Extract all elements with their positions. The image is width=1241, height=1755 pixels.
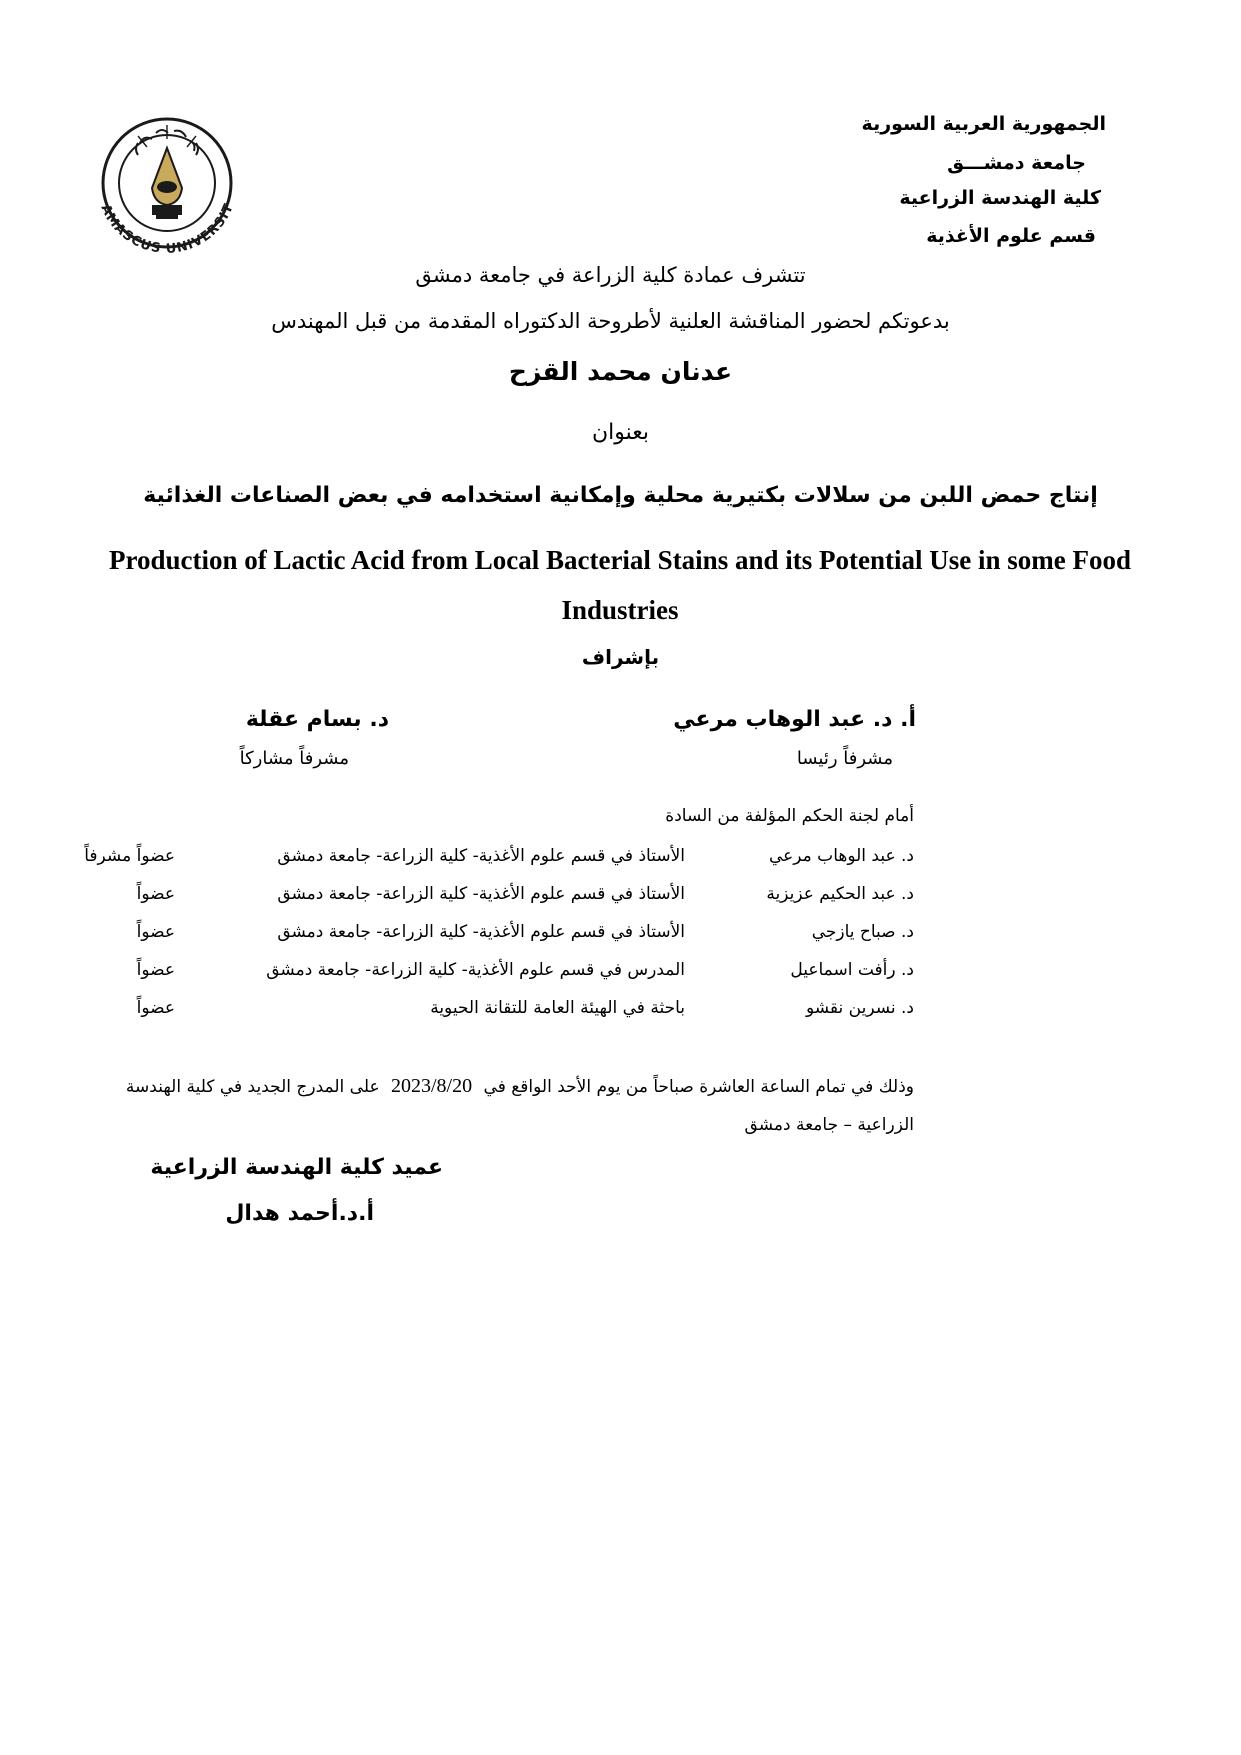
thesis-title-english: Production of Lactic Acid from Local Bacterial Stains and its Potential Use in some Food Industries	[109, 545, 1131, 625]
schedule-line-1	[125, 1075, 914, 1098]
main-supervisor-name: أ. د. عبد الوهاب مرعي	[673, 707, 916, 732]
committee-intro: أمام لجنة الحكم المؤلفة من السادة	[665, 806, 914, 826]
committee-member-3-position: الأستاذ في قسم علوم الأغذية- كلية الزراعة- جامعة دمشق	[277, 922, 685, 942]
main-supervisor-role: مشرفاً رئيسا	[796, 748, 893, 769]
committee-member-5-role: عضواً	[136, 998, 175, 1018]
header-country: الجمهورية العربية السورية	[861, 113, 1106, 135]
committee-member-1-position: الأستاذ في قسم علوم الأغذية- كلية الزراعة- جامعة دمشق	[277, 846, 685, 866]
co-supervisor-name: د. بسام عقلة	[245, 707, 389, 732]
schedule-text-start: وذلك في تمام الساعة العاشرة صباحاً من يوم الأحد الواقع في	[483, 1077, 914, 1097]
committee-member-1-role: عضواً مشرفاً	[84, 846, 175, 866]
dean-name: أ.د.أحمد هدال	[225, 1201, 374, 1226]
university-logo	[82, 103, 252, 273]
svg-text:DAMASCUS UNIVERSITY: AMASCUS UNIVERSIT	[97, 201, 238, 257]
header-faculty: كلية الهندسة الزراعية	[899, 187, 1101, 209]
committee-member-4-position: المدرس في قسم علوم الأغذية- كلية الزراعة- جامعة دمشق	[266, 960, 685, 980]
supervision-label: بإشراف	[581, 645, 660, 669]
committee-member-5-name: د. نسرين نقشو	[805, 998, 914, 1018]
schedule-text-end: على المدرج الجديد في كلية الهندسة	[125, 1077, 380, 1097]
committee-member-2-role: عضواً	[136, 884, 175, 904]
committee-member-2-name: د. عبد الحكيم عزيزية	[766, 884, 914, 904]
candidate-name: عدنان محمد القزح	[508, 357, 733, 386]
invitation-line-1: تتشرف عمادة كلية الزراعة في جامعة دمشق	[415, 263, 806, 287]
header-department: قسم علوم الأغذية	[926, 225, 1096, 247]
header-university: جامعة دمشـــق	[947, 152, 1086, 174]
co-supervisor-role: مشرفاً مشاركاً	[239, 748, 349, 769]
committee-member-3-name: د. صباح يازجي	[811, 922, 914, 942]
dean-title: عميد كلية الهندسة الزراعية	[150, 1155, 443, 1180]
committee-member-1-name: د. عبد الوهاب مرعي	[768, 846, 914, 866]
committee-member-5-position: باحثة في الهيئة العامة للتقانة الحيوية	[430, 998, 685, 1018]
entitled-label: بعنوان	[591, 420, 649, 445]
university-seal-icon	[82, 103, 252, 273]
committee-member-2-position: الأستاذ في قسم علوم الأغذية- كلية الزراعة- جامعة دمشق	[277, 884, 685, 904]
committee-member-4-role: عضواً	[136, 960, 175, 980]
invitation-line-2: بدعوتكم لحضور المناقشة العلنية لأطروحة الدكتوراه المقدمة من قبل المهندس	[271, 309, 950, 333]
thesis-title-arabic: إنتاج حمض اللبن من سلالات بكتيرية محلية وإمكانية استخدامه في بعض الصناعات الغذائية	[143, 483, 1098, 508]
committee-member-3-role: عضواً	[136, 922, 175, 942]
schedule-line-2: الزراعية – جامعة دمشق	[744, 1115, 914, 1135]
schedule-date: 2023/8/20	[391, 1075, 473, 1097]
committee-member-4-name: د. رأفت اسماعيل	[790, 960, 914, 980]
